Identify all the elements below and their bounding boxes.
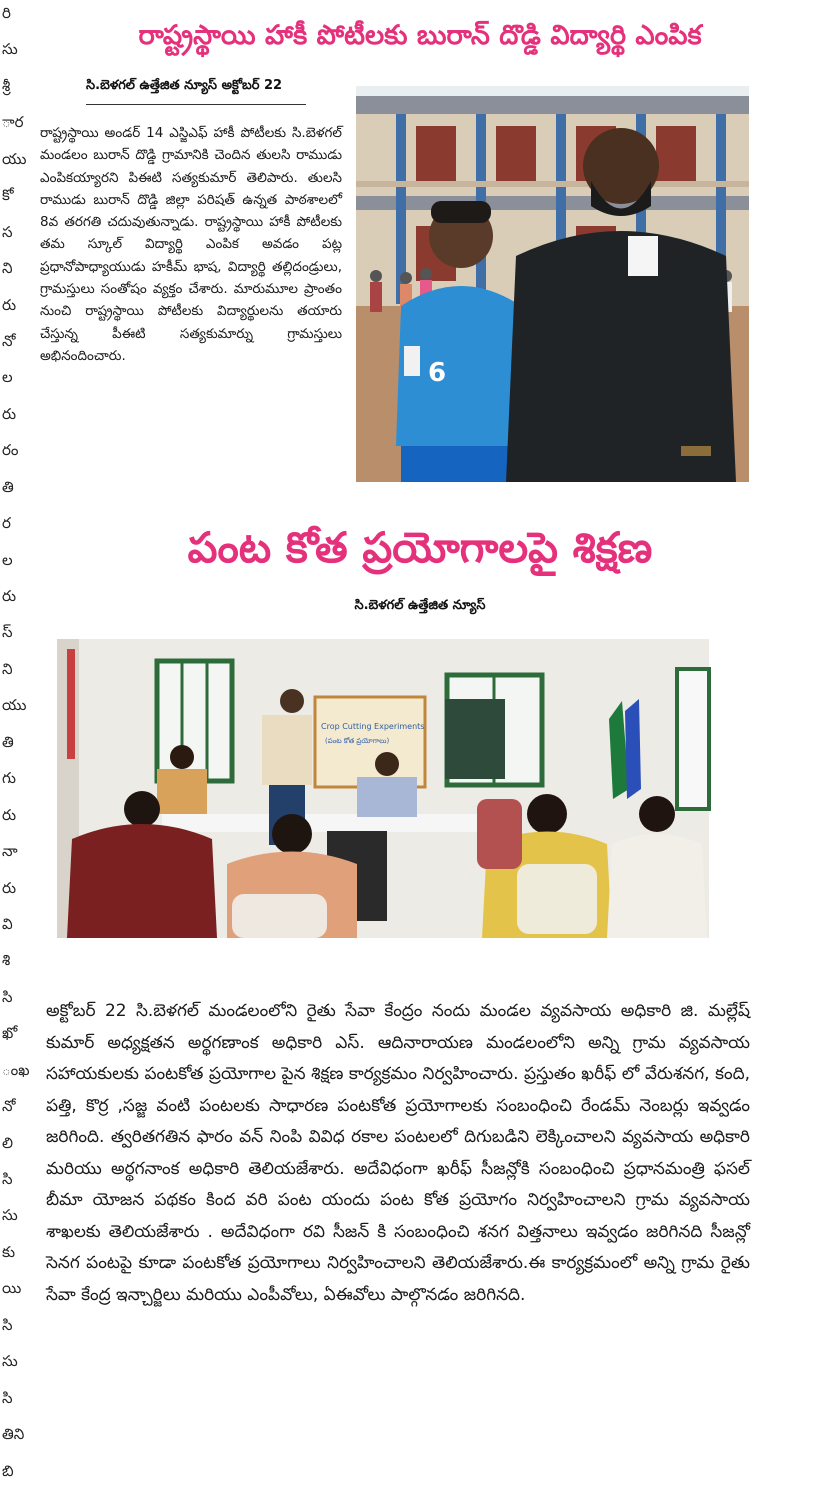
article2-dateline: సి.బెళగల్ ఉత్తేజిత న్యూస్ (354, 598, 486, 613)
edge-fragment: రు (2, 587, 17, 605)
edge-fragment: సు (2, 1206, 18, 1224)
edge-fragment: కు (2, 1243, 16, 1261)
edge-fragment: యి (2, 1279, 22, 1297)
edge-fragment: రు (2, 296, 17, 314)
school-courtyard-image (356, 86, 749, 482)
edge-fragment: స్ (2, 623, 13, 641)
edge-fragment: ార (2, 113, 24, 131)
edge-fragment: యు (2, 696, 27, 714)
edge-fragment: ంఖ (2, 1061, 30, 1079)
edge-fragment: రు (2, 405, 17, 423)
article1-dateline: సి.బెళగల్ ఉత్తేజిత న్యూస్ అక్టోబర్ 22 (86, 78, 306, 105)
adjacent-column-fragment (0, 0, 30, 1494)
edge-fragment: సు (2, 1352, 18, 1370)
edge-fragment: సి (2, 988, 13, 1006)
article2-headline: పంట కోత ప్రయోగాలపై శిక్షణ (187, 523, 653, 572)
hockey-student-photo (356, 86, 749, 482)
article1-body: రాష్ట్రస్థాయి అండర్ 14 ఎస్జిఎఫ్ హాకీ పోటీలకు సి.బెళగల్ మండలం బురాన్ దొడ్డి గ్రామానికి చెందిన తులసి రాముడు ఎంపికయ్యారని పిఈటి సత్యకుమార్ తెలిపారు. తులసి రాముడు బురాన్ దొడ్డి జిల్లా పరిషత్ ఉన్నత పాఠశాలలో 8వ తరగతి చదువుతున్నాడు. రాష్ట్రస్థాయి హాకీ పోటీలకు తమ స్కూల్ విద్యార్థి ఎంపిక అవడం పట్ల ప్రధానోపాధ్యాయుడు హకీమ్ భాష, విద్యార్థి తల్లిదండ్రులు, గ్రామస్తులు సంతోషం వ్యక్తం చేశారు. మారుమూల ప్రాంతం నుంచి రాష్ట్రస్థాయి పోటీలకు విద్యార్థులను తయారు చేస్తున్న పీఈటి సత్యకుమార్ను గ్రామస్తులు అభినందించారు. (40, 125, 342, 364)
article1-headline: రాష్ట్రస్థాయి హాకీ పోటీలకు బురాన్ దొడ్డి విద్యార్థి ఎంపిక (138, 20, 702, 51)
edge-fragment: గు (2, 769, 16, 787)
edge-fragment: శి (2, 951, 11, 969)
edge-fragment: ర (2, 514, 11, 532)
edge-fragment: ని (2, 660, 13, 678)
edge-fragment: తిని (2, 1425, 25, 1443)
edge-fragment: యు (2, 150, 27, 168)
banner-line2: (పంట కోత ప్రయోగాలు) (325, 737, 390, 745)
edge-fragment: తి (2, 478, 14, 496)
edge-fragment: వి (2, 915, 13, 933)
edge-fragment: ని (2, 259, 13, 277)
edge-fragment: నో (2, 332, 16, 350)
edge-fragment: బి (2, 1462, 14, 1480)
edge-fragment: రు (2, 806, 17, 824)
jersey-number: 6 (428, 358, 447, 388)
edge-fragment: రు (2, 879, 17, 897)
edge-fragment: రి (2, 4, 11, 22)
edge-fragment: ల (2, 368, 13, 386)
banner-line1: Crop Cutting Experiments (321, 722, 425, 731)
edge-fragment: సు (2, 40, 18, 58)
edge-fragment: సి (2, 1389, 13, 1407)
article2-body: అక్టోబర్ 22 సి.బెళగల్ మండలంలోని రైతు సేవా కేంద్రం నందు మండల వ్యవసాయ అధికారి జి. మల్లేష్ కుమార్ అధ్యక్షతన అర్థగణాంక అధికారి ఎస్. ఆదినారాయణ మండలంలోని అన్ని గ్రామ వ్యవసాయ సహాయకులకు పంటకోత ప్రయోగాల పైన శిక్షణ కార్యక్రమం నిర్వహించారు. ప్రస్తుతం ఖరీఫ్ లో వేరుశనగ, కంది, పత్తి, కొర్ర ,సజ్జ వంటి పంటలకు సాధారణ పంటకోత ప్రయోగాలకు సంబంధించి రేండమ్ నెంబర్లు ఇవ్వడం జరిగింది. త్వరితగతిన ఫారం వన్ నింపి వివిధ రకాల పంటలలో దిగుబడిని లెక్కించాలని వ్యవసాయ అధికారి మరియు అర్థగనాంక అధికారి తెలియజేశారు. అదేవిధంగా ఖరీఫ్ సీజన్లోకి సంబంధించి ప్రధానమంత్రి ఫసల్ బీమా యోజన పథకం కింద వరి పంట యందు పంట కోత ప్రయోగం నిర్వహించాలని గ్రామ వ్యవసాయ శాఖలకు తెలియజేశారు . అదేవిధంగా రవి సీజన్ కి సంబంధించి శనగ విత్తనాలు ఇవ్వడం జరిగినది సీజన్లో సెనగ పంటపై కూడా పంటకోత ప్రయోగాలు నిర్వహించాలని తెలియజేశారు.ఈ కార్యక్రమంలో అన్ని గ్రామ రైతు సేవా కేంద్ర ఇన్చార్జిలు మరియు ఎంపీవోలు, ఏఈవోలు పాల్గొనడం జరిగినది. (46, 1001, 750, 1305)
meeting-room-image (57, 639, 709, 938)
edge-fragment: నా (2, 842, 18, 860)
edge-fragment: శ్రీ (2, 77, 11, 95)
edge-fragment: స (2, 223, 13, 241)
edge-fragment: సి (2, 1316, 13, 1334)
edge-fragment: కో (2, 186, 14, 204)
edge-fragment: రం (2, 441, 19, 459)
training-meeting-photo (57, 639, 709, 938)
edge-fragment: ల (2, 551, 13, 569)
edge-fragment: ఖో (2, 1024, 18, 1042)
edge-fragment: తి (2, 733, 14, 751)
edge-fragment: నో (2, 1097, 16, 1115)
edge-fragment: సి (2, 1170, 13, 1188)
edge-fragment: లి (2, 1134, 13, 1152)
